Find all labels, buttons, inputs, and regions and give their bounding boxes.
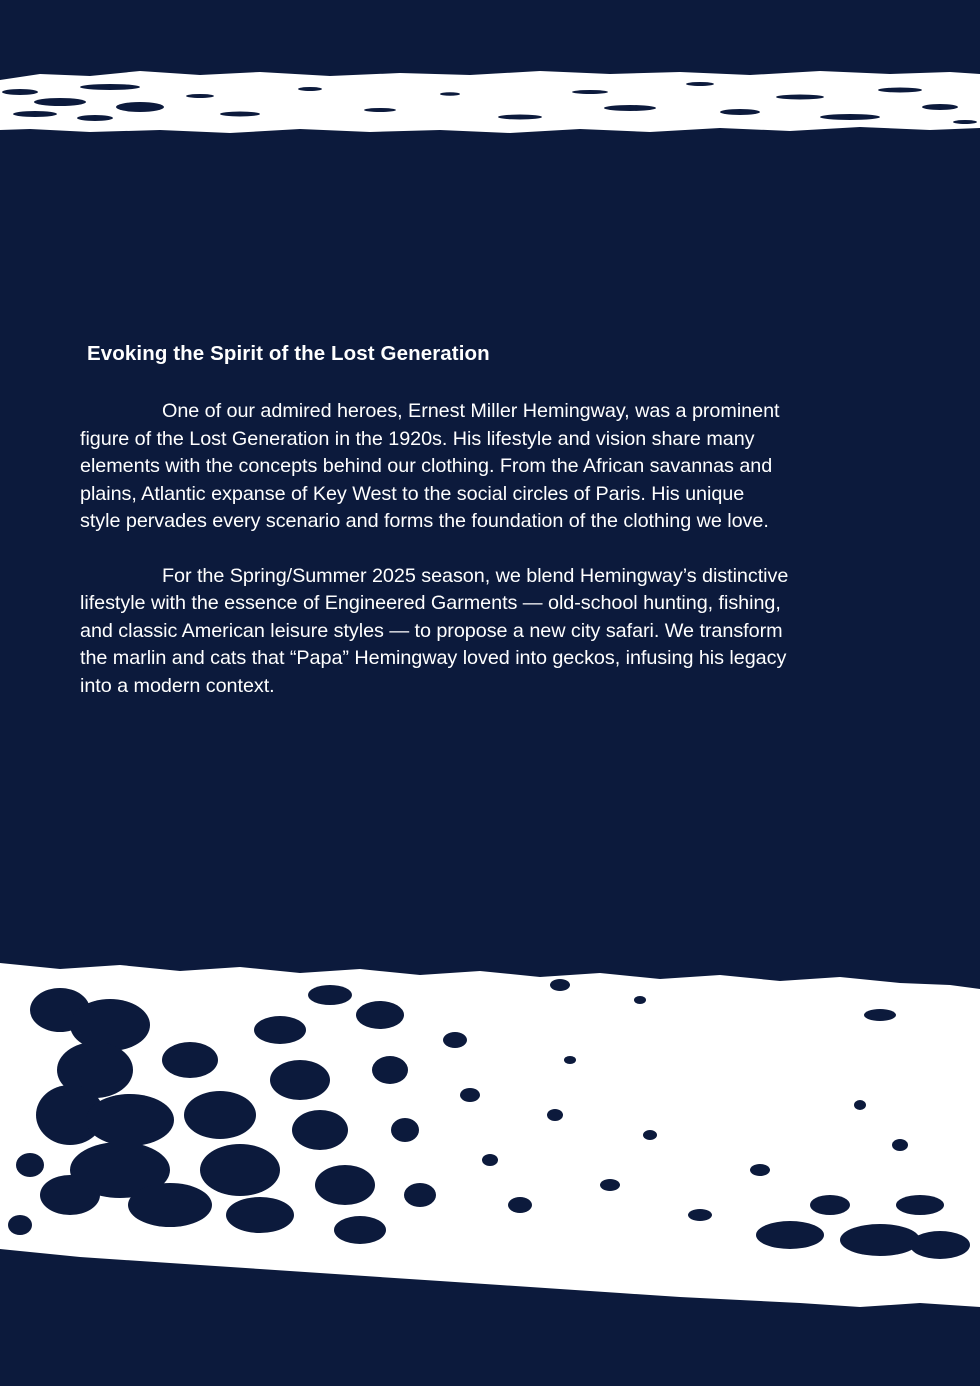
page-title: Evoking the Spirit of the Lost Generation — [87, 342, 490, 365]
paragraph-line: and classic American leisure styles — to propose a new city safari. We transform — [80, 619, 783, 642]
top-brush-stroke — [0, 62, 980, 142]
paragraph-line: One of our admired heroes, Ernest Miller Hemingway, was a prominent — [162, 400, 780, 422]
paragraph-line: For the Spring/Summer 2025 season, we blend Hemingway’s distinctive — [162, 564, 789, 587]
paragraph-hemingway-intro — [80, 398, 920, 536]
bottom-brush-stroke — [0, 955, 980, 1315]
paragraph-line: plains, Atlantic expanse of Key West to the social circles of Paris. His unique — [80, 482, 745, 505]
paragraph-line: figure of the Lost Generation in the 1920s. His lifestyle and vision share many — [80, 427, 755, 450]
paragraph-line: lifestyle with the essence of Engineered Garments — old-school hunting, fishing, — [80, 592, 781, 614]
paragraph-season-concept — [80, 563, 920, 701]
text-block — [80, 340, 920, 727]
paragraph-line: elements with the concepts behind our clothing. From the African savannas and — [80, 455, 773, 477]
paragraph-line: style pervades every scenario and forms the foundation of the clothing we love. — [80, 510, 769, 532]
paragraph-line: the marlin and cats that “Papa” Hemingway loved into geckos, infusing his legacy — [80, 647, 787, 669]
paragraph-line: into a modern context. — [80, 674, 275, 697]
